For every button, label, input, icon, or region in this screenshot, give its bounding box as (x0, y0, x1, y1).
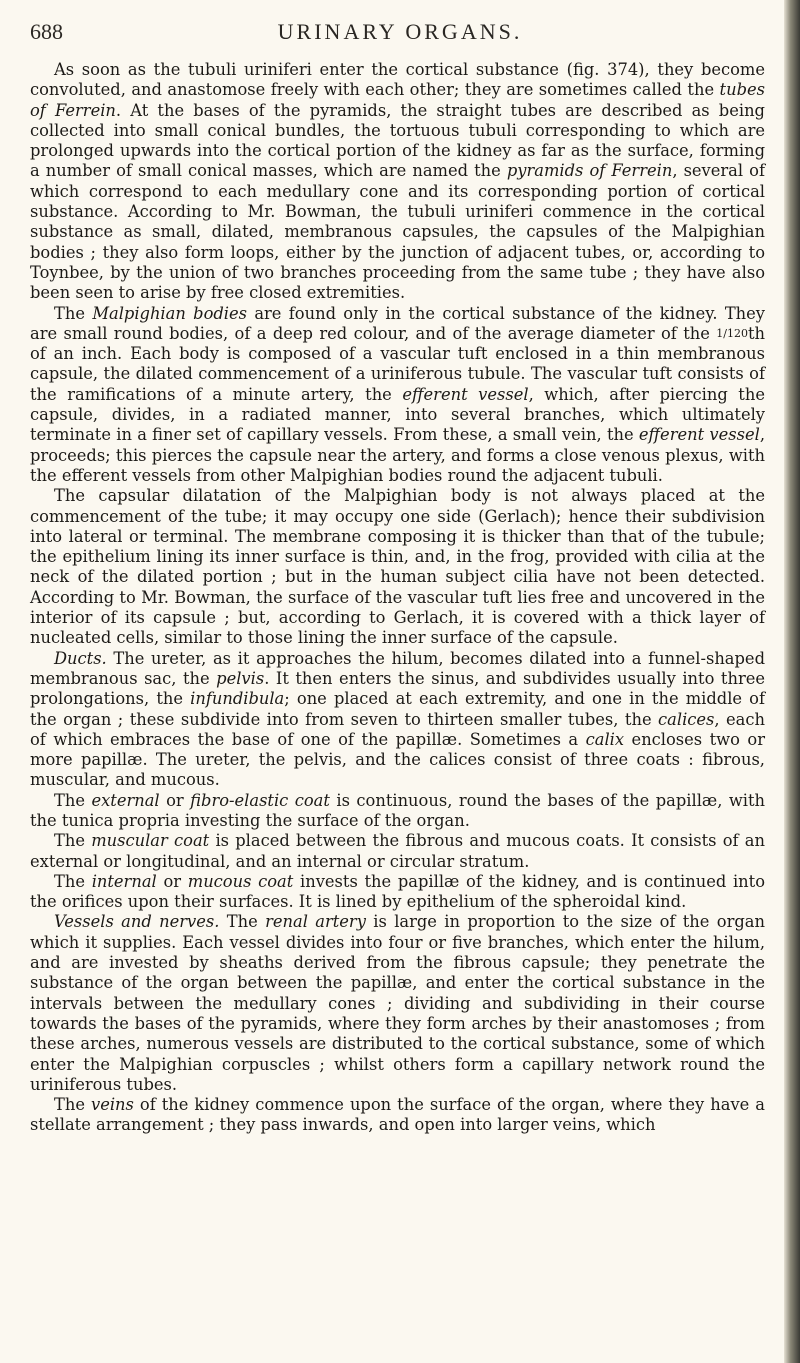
text-run: is placed between the fibrous and mucous coats. It consists of an external or longitudinal, and an internal or circular stratum. (30, 831, 766, 871)
paragraph (30, 872, 765, 913)
text-run: ; one placed at each extremity, and one in the middle of the organ ; these subdivide into from seven to thirteen smaller tubes, the (30, 689, 766, 729)
italic-run: fibro-elastic coat (190, 790, 330, 810)
text-run: As soon as the tubuli uriniferi enter the cortical substance (fig. 374), they become convoluted, and anastomose freely with each other; they are sometimes called the (30, 60, 765, 100)
page-number: 688 (30, 19, 63, 44)
italic-run: calices (658, 709, 715, 729)
text-run: . At the bases of the pyramids, the straight tubes are described as being collected into small conical bundles, the tortuous tubuli corresponding to which are prolonged upwards into the cortical portion of the kidney as far as the surface, forming a number of small conical masses, which are named the (30, 100, 765, 181)
text-run: is large in proportion to the size of the organ which it supplies. Each vessel divides into four or five branches, which enter the hilum, and are invested by sheaths derived from the fibrous capsule; they penetrate the substance of the organ between the papillæ, and enter the cortical substance in the intervals between the medullary cones ; dividing and subdividing in their course towards the bases of the pyramids, where they form arches by their anastomoses ; from these arches, numerous vessels are distributed to the cortical substance, some of which enter the Malpighian corpuscles ; whilst others form a capillary network round the uriniferous tubes. (30, 912, 765, 1094)
text-run: The (54, 790, 92, 810)
paragraph (30, 831, 765, 872)
text-run: invests the papillæ of the kidney, and is continued into the orifices upon their surfaces. It is lined by epithelium of the spheroidal kind. (30, 871, 765, 912)
paragraph (30, 912, 765, 1095)
paragraph (30, 649, 765, 791)
text-run: The ureter, as it approaches the hilum, becomes dilated into a funnel-shaped membranous sac, the (30, 648, 765, 688)
text-run: th of an inch. Each body is composed of a vascular tuft enclosed in a thin membranous capsule, the dilated commencement of a uriniferous tubule. The vascular tuft consists of the ramifications of a minute artery, the (30, 323, 765, 404)
text-run: or (159, 790, 191, 810)
paragraph (30, 486, 765, 648)
italic-run: pyramids of Ferrein (506, 161, 673, 181)
italic-run: efferent vessel (402, 384, 529, 404)
text-run: The (54, 831, 92, 851)
italic-run: calix (585, 729, 625, 749)
text-run: are found only in the cortical substance of the kidney. They are small round bodies, of a deep red colour, and of the average diameter of the (30, 303, 766, 343)
page-edge-shadow (784, 0, 800, 1363)
text-run: The (54, 1095, 91, 1115)
text-run: or (156, 871, 188, 891)
text-run: The (54, 303, 93, 323)
text-run: The (54, 871, 92, 891)
text-run: The capsular dilatation of the Malpighian body is not always placed at the commencement of the tube; it may occupy one side (Gerlach); hence their subdivision into lateral or terminal. The membrane composing it is thicker than that of the tubule; the epithelium lining its inner surface is thin, and, in the frog, provided with cilia at the neck of the dilated portion ; but in the human subject cilia have not been detected. According to Mr. Bowman, the surface of the vascular tuft lies free and uncovered in the interior of its capsule ; but, according to Gerlach, it is covered with a thick layer of nucleated cells, similar to those lining the inner surface of the capsule. (30, 486, 765, 648)
text-run: , each of which embraces the base of one of the papillæ. Sometimes a (30, 709, 765, 749)
italic-run: external (91, 790, 160, 810)
italic-run: tubes of Ferrein (30, 80, 765, 120)
text-run: encloses two or more papillæ. The ureter, the pelvis, and the calices consist of three coats : fibrous, muscular, and mucous. (30, 729, 765, 790)
fraction: 1/120 (716, 326, 748, 340)
italic-run: renal artery (265, 912, 366, 932)
italic-run: Ducts. (54, 648, 107, 668)
italic-run: efferent vessel (638, 425, 760, 445)
body-text (30, 60, 765, 1136)
text-run: , proceeds; this pierces the capsule near the artery, and forms a close venous plexus, with the efferent vessels from other Malpighian bodies round the adjacent tubuli. (30, 425, 765, 485)
italic-run: Vessels and nerves. (54, 912, 220, 932)
running-title: URINARY ORGANS. (277, 19, 523, 44)
text-run: . It then enters the sinus, and subdivides usually into three prolongations, the (30, 668, 765, 709)
italic-run: muscular coat (91, 831, 210, 851)
italic-run: internal (91, 871, 157, 891)
italic-run: veins (91, 1095, 134, 1115)
italic-run: Malpighian bodies (92, 303, 247, 323)
text-run: , which, after piercing the capsule, divides, in a radiated manner, into several branches, which ultimately terminate in a finer set of capillary vessels. From these, a small vein, the (30, 384, 765, 445)
text-run: , several of which correspond to each medullary cone and its corresponding portion of cortical substance. According to Mr. Bowman, the tubuli uriniferi commence in the cortical substance as small, dilated, membranous capsules, the capsules of the Malpighian bodies ; they also form loops, either by the junction of adjacent tubes, or, according to Toynbee, by the union of two branches proceeding from the same tube ; they have also been seen to arise by free closed extremities. (30, 161, 765, 303)
page-header (30, 11, 770, 47)
paragraph (30, 1095, 765, 1136)
paragraph (30, 791, 765, 832)
text-run: is continuous, round the bases of the papillæ, with the tunica propria investing the surface of the organ. (30, 790, 766, 830)
paragraph (30, 60, 765, 304)
text-run: The (219, 912, 266, 932)
italic-run: pelvis (216, 668, 265, 688)
text-run: of the kidney commence upon the surface of the organ, where they have a stellate arrangement ; they pass inwards, and open into larger veins, which (30, 1095, 765, 1135)
paragraph (30, 304, 765, 487)
italic-run: mucous coat (187, 871, 294, 891)
italic-run: infundibula (190, 689, 285, 709)
